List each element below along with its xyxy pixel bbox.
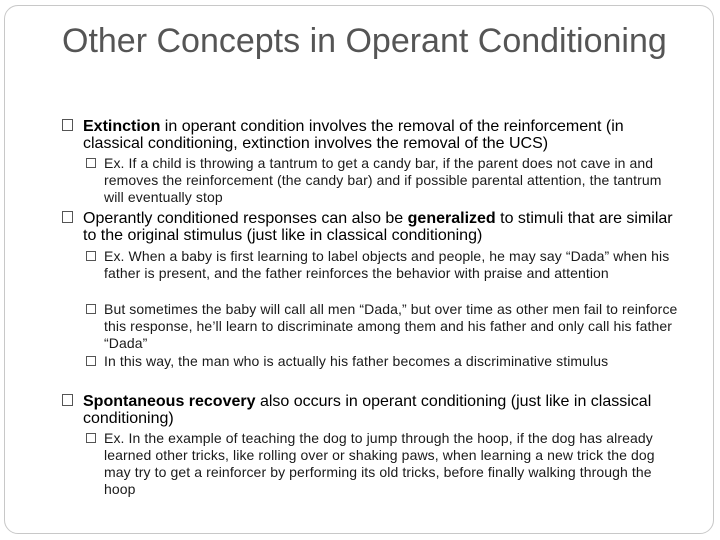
bullet-text: [83, 118, 683, 152]
sub-bullet-text: In this way, the man who is actually his father becomes a discriminative stimulus: [104, 353, 609, 369]
sub-bullet-box-icon: [86, 158, 96, 168]
bullet-text: [83, 393, 683, 427]
slide-title: Other Concepts in Operant Conditioning: [62, 22, 667, 60]
bullet-keyword: Extinction: [83, 118, 161, 135]
sub-bullet-box-icon: [86, 356, 96, 366]
bullet-body: to stimuli that are similar to the original stimulus (just like in classical conditioning): [83, 210, 673, 244]
bullet-prefix: Operantly conditioned responses can also be: [83, 210, 408, 227]
sub-bullet-text: Ex. In the example of teaching the dog to jump through the hoop, if the dog has already learned other tricks, like rolling over or shaking paws, when learning a new trick the dog may try to get a reinforcer by performing its old tricks, before finally walking through the hoop: [104, 430, 655, 497]
sub-bullet-box-icon: [86, 304, 96, 314]
bullet-box-icon: [62, 211, 73, 223]
bullet-body: also occurs in operant conditioning (just like in classical conditioning): [83, 393, 652, 427]
bullet-text: [83, 210, 683, 244]
bullet-box-icon: [62, 394, 73, 406]
sub-bullet-box-icon: [86, 433, 96, 443]
bullet-box-icon: [62, 119, 73, 131]
sub-bullet-text: But sometimes the baby will call all men “Dada,” but over time as other men fail to reinforce this response, he’ll learn to discriminate among them and his father and only call his father “Dada”: [104, 301, 678, 351]
bullet-keyword: Spontaneous recovery: [83, 393, 256, 410]
sub-bullet-text: Ex. If a child is throwing a tantrum to get a candy bar, if the parent does not cave in and removes the reinforcement (the candy bar) and if possible parental attention, the tantrum will eventually stop: [104, 155, 662, 205]
bullet-keyword: generalized: [407, 210, 496, 227]
sub-bullet-text: Ex. When a baby is first learning to label objects and people, he may say “Dada” when his father is present, and the father reinforces the behavior with praise and attention: [104, 248, 670, 281]
bullet-body: in operant condition involves the removal of the reinforcement (in classical conditioning, extinction involves the removal of the UCS): [83, 118, 624, 152]
sub-bullet-box-icon: [86, 251, 96, 261]
